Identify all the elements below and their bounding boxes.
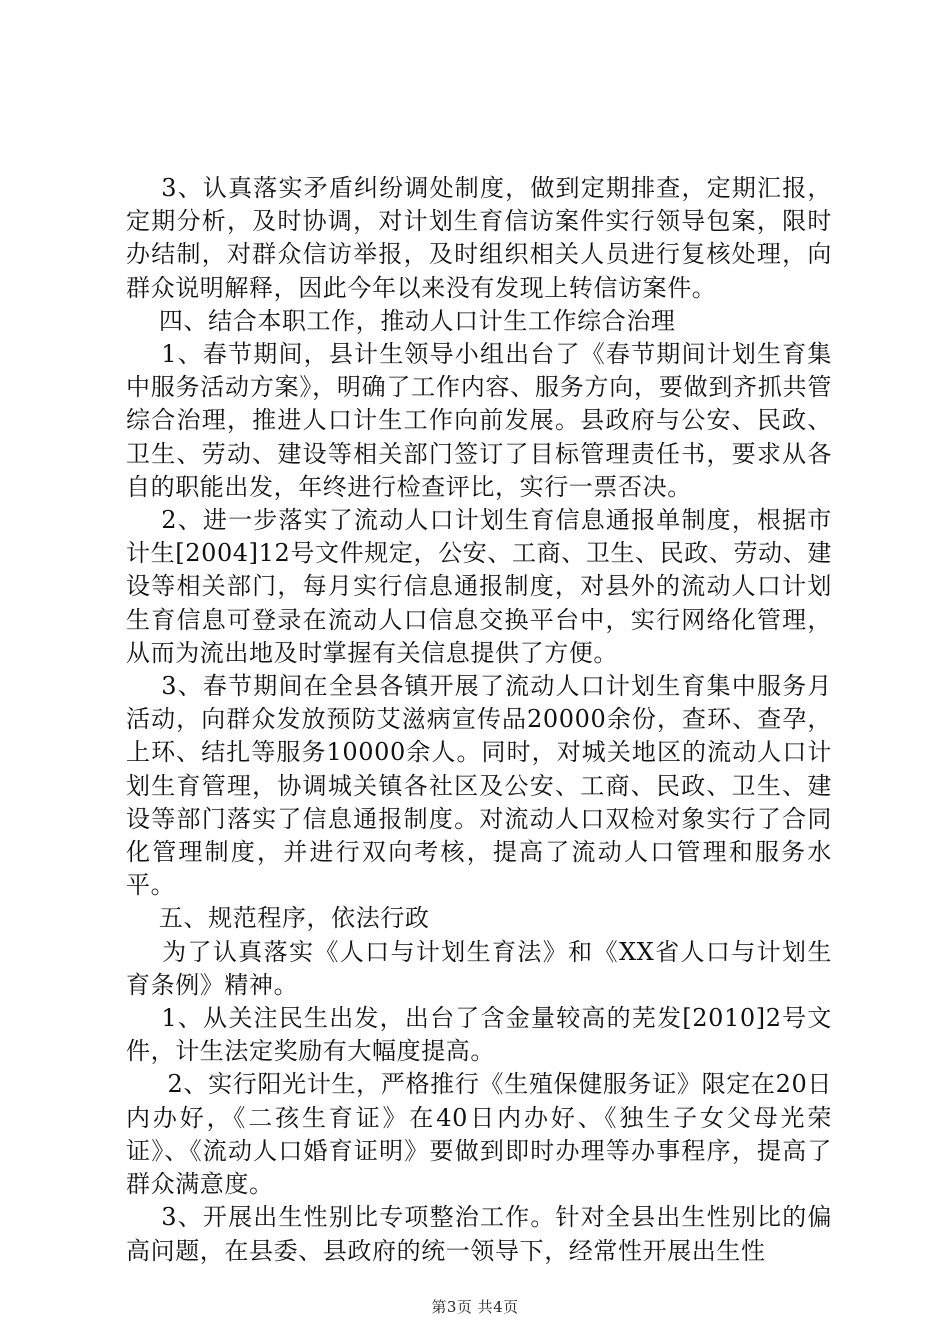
page-number-footer: 第3页 共4页 — [431, 1298, 519, 1316]
section-heading-5: 五、规范程序，依法行政 — [126, 904, 430, 933]
paragraph-2: 1、春节期间，县计生领导小组出台了《春节期间计划生育集中服务活动方案》，明确了工作内容、服务方向，要做到齐抓共管综合治理，推进人口计生工作向前发展。县政府与公安、民政、卫生、劳动、建设等相关部门签订了目标管理责任书，要求从各自的职能出发，年终进行检查评比，实行一票否决。 — [126, 340, 832, 501]
section-heading-4: 四、结合本职工作，推动人口计生工作综合治理 — [126, 306, 676, 335]
paragraph-3: 2、进一步落实了流动人口计划生育信息通报单制度，根据市计生[2004]12号文件规定，公安、工商、卫生、民政、劳动、建设等相关部门，每月实行信息通报制度，对县外的流动人口计划生育信息可登录在流动人口信息交换平台中，实行网络化管理，从而为流出地及时掌握有关信息提供了方便。 — [126, 506, 832, 667]
paragraph-8: 3、开展出生性别比专项整治工作。针对全县出生性别比的偏高问题，在县委、县政府的统一领导下，经常性开展出生性 — [126, 1203, 832, 1265]
paragraph-1: 3、认真落实矛盾纠纷调处制度，做到定期排查，定期汇报，定期分析，及时协调，对计划生育信访案件实行领导包案，限时办结制，对群众信访举报，及时组织相关人员进行复核处理，向群众说明解释，因此今年以来没有发现上转信访案件。 — [126, 174, 832, 302]
document-body — [126, 172, 832, 1268]
paragraph-7: 2、实行阳光计生，严格推行《生殖保健服务证》限定在20日内办好，《二孩生育证》在40日内办好、《独生子女父母光荣证》、《流动人口婚育证明》要做到即时办理等办事程序，提高了群众满意度。 — [126, 1070, 832, 1199]
paragraph-6: 1、从关注民生出发，出台了含金量较高的芜发[2010]2号文件，计生法定奖励有大幅度提高。 — [126, 1004, 833, 1066]
paragraph-5: 为了认真落实《人口与计划生育法》和《XX省人口与计划生育条例》精神。 — [126, 937, 833, 999]
paragraph-4: 3、春节期间在全县各镇开展了流动人口计划生育集中服务月活动，向群众发放预防艾滋病宣传品20000余份，查环、查孕，上环、结扎等服务10000余人。同时，对城关地区的流动人口计划生育管理，协调城关镇各社区及公安、工商、民政、卫生、建设等部门落实了信息通报制度。对流动人口双检对象实行了合同化管理制度，并进行双向考核，提高了流动人口管理和服务水平。 — [126, 672, 832, 900]
